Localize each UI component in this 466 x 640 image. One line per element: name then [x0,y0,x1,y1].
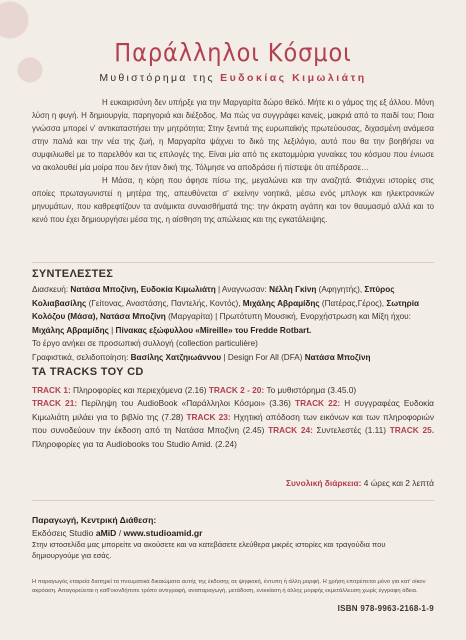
subtitle-prefix: Μυθιστόρημα της [99,72,215,84]
track-text: Το μυθιστόρημα (3.45.0) [264,385,357,395]
credits-text: Διασκευή: [32,285,71,294]
credits-text: (Γείτονας, Αναστάσης, Παντελής, Κοντός), [86,298,243,308]
production-heading: Παραγωγή, Κεντρική Διάθεση: [32,515,157,525]
credits-name: Νέλλη Γκίνη [269,285,317,294]
credits-text: | [108,325,116,335]
credits-text: (Αφηγητής), [316,285,365,294]
track-label: TRACK 25. [389,425,434,436]
synopsis-paragraph-1: Η ευκαιρισύνη δεν υπήρξε για την Μαργαρίτα δώρο θεϊκό. Μήτε κι ο γάμος της εξ άλλου. Μόνη λύση η φυγή. Η δημιουργία, παρηγοριά και διέξοδος. Μα πώς να συγγράφει κανείς, μακριά από το παιδί του; Ποια γνώσσα μπορεί ν' αντικαταστήσει την μητρότητα; Στην ξενιτιά της ευρωπαϊκής πρωτεύουσας, διχασμένη ανάμεσα στην παλιά και την νέα της ζωή, η Μαργαρίτα ψάχνει το δικό της λεξιλόγιο, αυτό που θα την βοηθήσει να συμφιλιωθεί με το παρελθόν και τις επιλογές της. Είναι μία από τις εκατομμύρια γυναίκες του κόσμου που ένιωσε να ακολουθεί μία μοίρα που δεν ήταν δική της. Τόλμησε να αποδράσει ή πίστεψε ότι απέδρασε… [32,98,434,172]
track-text: Συντελεστές (1.11) [312,425,390,436]
track-label: TRACK 24: [268,425,313,436]
credits-text: Γραφιστικά, σελιδοποίηση: [32,352,131,362]
tracks-list [32,384,434,451]
divider [32,262,434,263]
credits-collection-note: Το έργο ανήκει σε προσωπική συλλογή (collection particulière) [32,339,258,348]
divider [32,500,434,501]
credits-block [32,283,434,364]
track-text: Ηχητική απόδοση των εικόνων και των πληροφοριών που συνοδεύουν την έκδοση από τη Νατάσα Μποζίνη (2.45) [32,411,434,436]
credits-text: | Design For All (DFA) [221,352,305,362]
credits-name: Νατάσα Μποζίνη [304,352,371,362]
publisher-brand: aMiD [95,527,117,538]
book-subtitle [0,72,466,84]
track-text: Πληροφορίες για τα Audiobooks του Studio Amid. (2.24) [32,438,237,449]
credits-name: Μιχάλης Αβραμίδης [32,325,109,335]
production-block [32,514,434,561]
track-label: TRACK 21: [32,398,78,409]
track-label: TRACK 23: [186,411,231,422]
track-label: TRACK 22: [295,398,341,409]
credits-name: Βασίλης Χατζηιωάννου [130,352,222,362]
synopsis [32,96,434,226]
credits-text: | Αναγνωσαν: [215,285,270,294]
publisher-line [32,527,434,540]
tracks-heading: ΤΑ TRACKS ΤΟΥ CD [32,366,144,378]
credits-name: Πίνακας εξώφυλλου «Mireille» του Fredde Rotbart. [115,325,312,335]
credits-cast [32,283,434,337]
publisher-text: Εκδόσεις Studio [32,527,96,538]
credits-text: (Μαργαρίτα) | Πρωτότυπη Μουσική, Ενορχήστρωση και Μίξη ήχου: [165,312,411,321]
production-note: Στην ιστοσελίδα μας μπορείτε να ακούσετε και να κατεβάσετε ελεύθερα μικρές ιστορίες και τραγούδια που δημιουργούμε για εσάς. [32,540,386,561]
track-text: Περίληψη του AudioBook «Παράλληλοι Κόσμοι» (3.36) [77,398,296,409]
author-name: Ευδοκίας Κιμωλιάτη [220,72,367,84]
track-label: TRACK 1: [32,385,71,395]
credits-heading: ΣΥΝΤΕΛΕΣΤΕΣ [32,268,114,280]
track-label: TRACK 2 - 20: [208,385,265,395]
total-duration [286,478,434,488]
track-text: Η συγγραφέας Ευδοκία Κιμωλιάτη μιλάει για το βιβλίο της (7.28) [32,398,434,422]
book-title: Παράλληλοι Κόσμοι [114,38,352,67]
duration-value: 4 ώρες και 2 λεπτά [361,478,434,488]
credits-name: Σπύρος Κολιαβασίλης [32,285,395,308]
publisher-website: www.studioamid.gr [123,527,203,538]
isbn: ISBN 978-9963-2168-1-9 [337,604,434,613]
credits-text: (Πατέρας,Γέρος), [319,298,387,308]
credits-name: Νατάσα Μποζίνη, Ευδοκία Κιμωλιάτη [70,285,216,294]
track-text: Πληροφορίες και περιεχόμενα (2.16) [70,385,209,395]
credits-graphics [32,351,434,365]
duration-label: Συνολική διάρκεια: [286,478,362,488]
credits-name: Σωτηρία Κολόζου (Μάσα), Νατάσα Μποζίνη [32,298,420,321]
legal-notice: Η παραγωγός εταιρεία διατηρεί τα πνευματικά δικαιώματα αυτής της έκδοσης σε ψηφιακή, έντυπη ή άλλη μορφή. Η χρήση επιτρέπεται μόνο για κατ' οίκον ακρόαση. Απαγορεύεται η καθ'οιονδήποτε τρόπο αντιγραφή, αναπαραγωγή, μετάδοση, ενοικίαση ή άλλης μορφής εκμετάλλευση χωρίς έγγραφη άδεια. [32,579,426,594]
publisher-text: / [116,527,124,538]
credits-name: Μιχάλης Αβραμίδης [242,298,320,308]
synopsis-paragraph-2: Η Μάσα, η κόρη που άφησε πίσω της, μεγαλώνει και την αναζητά. Φτιάχνει ιστορίες στις οποίες πρωταγωνιστεί η μητέρα της, απευθύνεται σ' εκείνην νοητικά, μέσω ενός μπλογκ και ηλεκτρονικών μηνυμάτων, που καθρεφτίζουν τα ανάμικτα συναισθήματά της: την άκρατη αγάπη και τον θαυμασμό αλλά και το κενό που έχει δημιουργήσει μέσα της, η αίσθηση της απώλειας και της εγκατάλειψης. [32,176,434,224]
